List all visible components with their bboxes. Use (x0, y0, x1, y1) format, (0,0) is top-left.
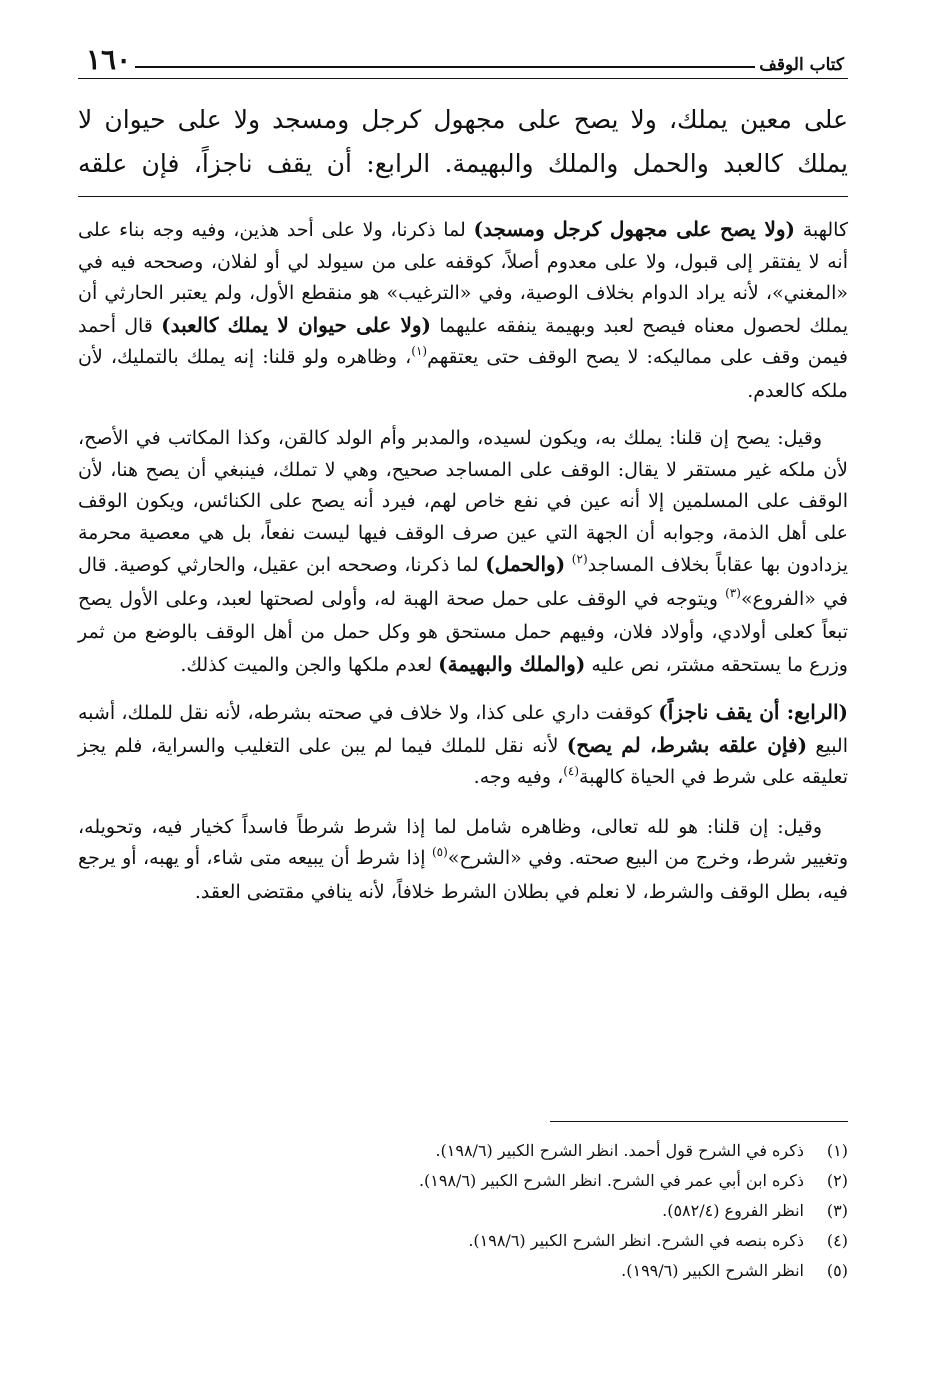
footnote-5: (٥)انظر الشرح الكبير (١٩٩/٦). (621, 1261, 848, 1280)
footnote-4: (٤)ذكره بنصه في الشرح. انظر الشرح الكبير (١٩٨/٦). (468, 1231, 848, 1250)
page-number: ١٦٠ (86, 43, 132, 76)
quoted-matn: (فإن علقه بشرط، لم يصح) (566, 732, 808, 757)
footnote-2: (٢)ذكره ابن أبي عمر في الشرح. انظر الشرح الكبير (١٩٨/٦). (418, 1171, 848, 1190)
quoted-matn: (الرابع: أن يقف ناجزاً) (658, 700, 848, 724)
header-underline (78, 78, 848, 79)
quoted-matn: (والملك والبهيمة) (438, 651, 586, 676)
footnote-separator (550, 1121, 848, 1122)
footnote-1: (١)ذكره في الشرح قول أحمد. انظر الشرح الكبير (١٩٨/٦). (435, 1141, 848, 1160)
commentary-paragraph-2: وقيل: يصح إن قلنا: يملك به، ويكون لسيده، والمدبر وأم الولد كالقن، وكذا المكاتب في الأصح، لأن ملكه غير مستقر لا يقال: الوقف على المساجد صحيح، وهي لا تملك، فينبغي أن يصح هنا، لأن الوقف على المسلمين إلا أنه عين في نفع خاص لهم، فيرد أنه يصح على الكنائس، ويكون الوقف على أهل الذمة، وجوابه أن الجهة التي عين صرف الوقف فيها ليست نفعاً، بل هي معصية محرمة يزدادون بها عقاباً بخلاف المساجد$^{(٢)}$ (والحمل) لما ذكرنا، وصححه ابن عقيل، والحارثي كوصية. قال في «الفروع»$^{(٣)}$ ويتوجه في الوقف على حمل صحة الهبة له، وأولى لصحتها لعبد، وعلى الأول يصح تبعاً كعلى أولادي، وأولاد فلان، وفيهم حمل مستحق هو وكل حمل من أهل الوقف بالوضع من ثمر وزرع ما يستحقه مشتر، نص عليه (والملك والبهيمة) لعدم ملكها والجن والميت كذلك. (78, 427, 848, 676)
commentary (78, 214, 848, 924)
quoted-matn: (ولا يصح على مجهول كرجل ومسجد) (473, 217, 796, 241)
commentary-paragraph-3: (الرابع: أن يقف ناجزاً) كوقفت داري على كذا، ولا خلاف في صحته بشرطه، لأنه نقل للملك، أشبه البيع (فإن علقه بشرط، لم يصح) لأنه نقل للملك فيما لم يبن على التغليب والسراية، فلم يجز تعليقه على شرط في الحياة كالهبة$^{(٤)}$، وفيه وجه. (78, 700, 849, 788)
header-rule (135, 66, 755, 68)
quoted-matn: (ولا على حيوان لا يملك كالعبد) (161, 312, 431, 337)
footnote-ref-2: (٢) (571, 552, 588, 566)
footnote-ref-1: (١) (411, 344, 428, 358)
chapter-title: كتاب الوقف (759, 55, 844, 75)
quoted-matn: (والحمل) (485, 552, 566, 576)
footnotes (78, 1136, 848, 1286)
main-text-separator (78, 196, 848, 197)
running-header (78, 38, 848, 74)
footnote-3: (٣)انظر الفروع (٥٨٢/٤). (662, 1201, 848, 1220)
commentary-paragraph-4: وقيل: إن قلنا: هو لله تعالى، وظاهره شامل لما إذا شرط شرطاً فاسداً كخيار فيه، وتحويله، وتغيير شرط، وخرج من البيع صحته. وفي «الشرح»$^{(٥)}$ إذا شرط أن يبيعه متى شاء، أو يهبه، أو يرجع فيه، بطل الوقف والشرط، لا نعلم في بطلان الشرط خلافاً، لأنه ينافي مقتضى العقد. (78, 815, 849, 903)
footnote-ref-5: (٥) (431, 845, 448, 859)
commentary-paragraph-1: كالهبة (ولا يصح على مجهول كرجل ومسجد) لما ذكرنا، ولا على أحد هذين، وفيه وجه بناء على أنه لا يفتقر إلى قبول، ولا على معدوم أصلاً، كوقفه على من سيولد لي أو لفلان، وصححه فيه في «المغني»، لأنه يراد الدوام بخلاف الوصية، وفي «الترغيب» هو منقطع الأول، ولم يعتبر الحارثي أن يملك لحصول معناه فيصح لعبد وبهيمة ينفقه عليهما (ولا على حيوان لا يملك كالعبد) قال أحمد فيمن وقف على مماليكه: لا يصح الوقف حتى يعتقهم$^{(١)}$، وظاهره ولو قلنا: إنه يملك بالتمليك، لأن ملكه كالعدم. (78, 217, 849, 402)
footnote-ref-4: (٤) (563, 764, 580, 778)
main-text: على معين يملك، ولا يصح على مجهول كرجل ومسجد ولا على حيوان لا يملك كالعبد والحمل والملك والبهيمة. الرابع: أن يقف ناجزاً، فإن علقه (78, 105, 848, 178)
footnote-ref-3: (٣) (725, 585, 741, 600)
